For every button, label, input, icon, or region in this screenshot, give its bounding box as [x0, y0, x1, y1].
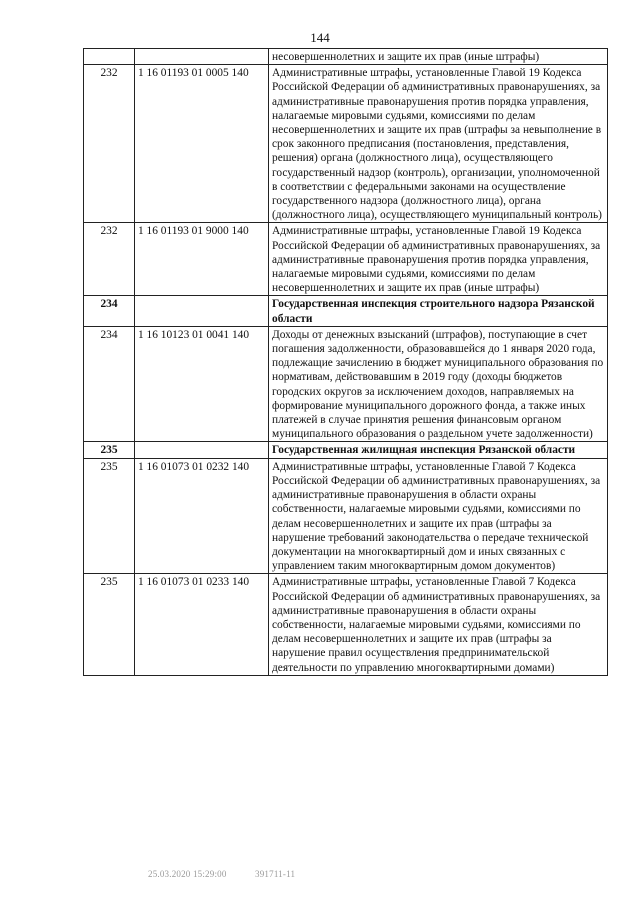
table-row: [84, 223, 608, 296]
row-description-cell: Административные штрафы, установленные Главой 19 Кодекса Российской Федерации об административных правонарушениях, за административные правонарушения против порядка управления, налагаемые мировыми судьями, комиссиями по делам несовершеннолетних и защите их прав (штрафы за невыполнение в срок законного предписания (постановления, представления, решения) органа (должностного лица), осуществляющего государственный надзор (контроль), организации, уполномоченной в соответствии с федеральными законами на осуществление государственного надзора (должностного лица), органа (должностного лица), осуществляющего муниципальный контроль): [269, 65, 608, 223]
row-code-cell: 235: [84, 442, 135, 458]
row-description-cell: Административные штрафы, установленные Главой 7 Кодекса Российской Федерации об административных правонарушениях, за административные правонарушения в области охраны собственности, налагаемые мировыми судьями, комиссиями по делам несовершеннолетних и защите их прав (штрафы за нарушение правил осуществления предпринимательской деятельности по управлению многоквартирными домами): [269, 574, 608, 675]
row-kbk-cell: [135, 296, 269, 326]
page-number: 144: [310, 30, 330, 45]
row-code-cell: 232: [84, 65, 135, 223]
row-code-cell: 235: [84, 574, 135, 675]
row-kbk-cell: 1 16 10123 01 0041 140: [135, 326, 269, 442]
row-kbk-cell: 1 16 01193 01 0005 140: [135, 65, 269, 223]
row-description-cell: Государственная инспекция строительного надзора Рязанской области: [269, 296, 608, 326]
row-code-cell: 234: [84, 296, 135, 326]
table-row: [84, 458, 608, 574]
row-kbk-cell: [135, 49, 269, 65]
section-header-row: [84, 296, 608, 326]
row-code-cell: [84, 49, 135, 65]
row-description-cell: Государственная жилищная инспекция Рязанской области: [269, 442, 608, 458]
row-description-cell: Доходы от денежных взысканий (штрафов), поступающие в счет погашения задолженности, образовавшейся до 1 января 2020 года, подлежащие зачислению в бюджет муниципального образования по нормативам, действовавшим в 2019 году (доходы бюджетов городских округов за исключением доходов, направляемых на формирование муниципального дорожного фонда, а также иных платежей в случае принятия решения финансовым органом муниципального образования о раздельном учете задолженности): [269, 326, 608, 442]
footer-stamp: [148, 869, 321, 879]
row-code-cell: 232: [84, 223, 135, 296]
table-row: [84, 574, 608, 675]
row-kbk-cell: 1 16 01193 01 9000 140: [135, 223, 269, 296]
table-row: [84, 65, 608, 223]
table-row: [84, 326, 608, 442]
row-code-cell: 234: [84, 326, 135, 442]
row-description-cell: несовершеннолетних и защите их прав (иные штрафы): [269, 49, 608, 65]
footer-timestamp: 25.03.2020 15:29:00: [148, 869, 227, 879]
row-kbk-cell: 1 16 01073 01 0232 140: [135, 458, 269, 574]
row-description-cell: Административные штрафы, установленные Главой 19 Кодекса Российской Федерации об административных правонарушениях, за административные правонарушения против порядка управления, налагаемые мировыми судьями, комиссиями по делам несовершеннолетних и защите их прав (иные штрафы): [269, 223, 608, 296]
row-description-cell: Административные штрафы, установленные Главой 7 Кодекса Российской Федерации об административных правонарушениях, за административные правонарушения в области охраны собственности, налагаемые мировыми судьями, комиссиями по делам несовершеннолетних и защите их прав (штрафы за нарушение требований законодательства о передаче технической документации на многоквартирный дом и иных связанных с управлением таким многоквартирным домом документов): [269, 458, 608, 574]
row-kbk-cell: 1 16 01073 01 0233 140: [135, 574, 269, 675]
table-row: [84, 49, 608, 65]
section-header-row: [84, 442, 608, 458]
revenue-codes-table: [83, 48, 608, 676]
row-code-cell: 235: [84, 458, 135, 574]
row-kbk-cell: [135, 442, 269, 458]
footer-doc-id: 391711-11: [255, 869, 296, 879]
